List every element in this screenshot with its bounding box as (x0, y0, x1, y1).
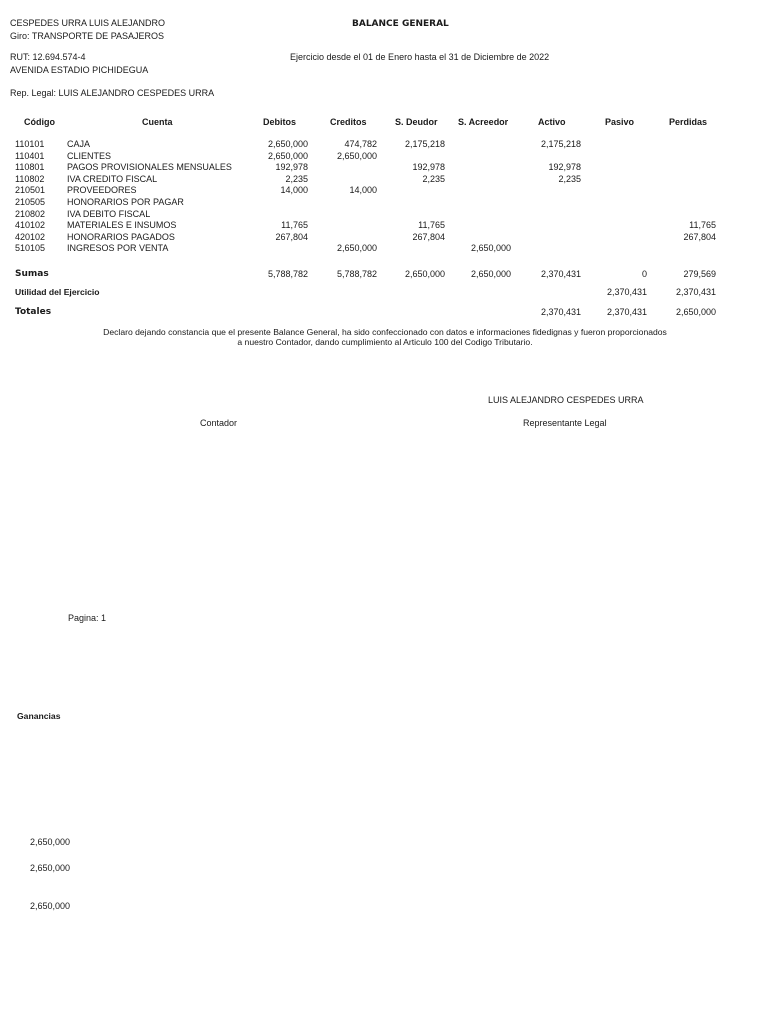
table-row (0, 185, 768, 196)
cell-codigo: 110802 (15, 173, 45, 184)
rep-name: LUIS ALEJANDRO CESPEDES URRA (488, 395, 644, 405)
sumas-deudor: 2,650,000 (404, 269, 445, 279)
cell-debitos: 2,650,000 (267, 150, 308, 161)
sumas-creditos: 5,788,782 (336, 269, 377, 279)
col-codigo: Código (24, 117, 55, 127)
sumas-label: Sumas (15, 269, 49, 279)
table-row (0, 162, 768, 173)
cell-codigo: 110401 (15, 150, 45, 161)
utilidad-perdidas: 2,370,431 (675, 287, 716, 297)
cell-s-deudor: 192,978 (412, 162, 445, 173)
giro: Giro: TRANSPORTE DE PASAJEROS (10, 31, 165, 41)
table-row (0, 232, 768, 243)
cell-debitos: 11,765 (281, 220, 308, 231)
ganancias-value: 2,650,000 (30, 863, 71, 873)
cell-creditos: 474,782 (344, 139, 377, 149)
cell-codigo: 210505 (15, 197, 46, 207)
sumas-debitos: 5,788,782 (267, 269, 308, 279)
cell-cuenta: PROVEEDORES (67, 185, 137, 196)
cell-s-deudor: 2,175,218 (404, 139, 445, 149)
address: AVENIDA ESTADIO PICHIDEGUA (10, 65, 149, 75)
cell-cuenta: HONORARIOS POR PAGAR (67, 197, 184, 207)
ganancias-value: 2,650,000 (30, 901, 71, 911)
table-row (0, 197, 768, 208)
cell-cuenta: PAGOS PROVISIONALES MENSUALES (67, 162, 232, 173)
col-perdidas: Perdidas (669, 117, 708, 127)
sumas-activo: 2,370,431 (540, 269, 581, 279)
sumas-row (0, 269, 768, 280)
cell-debitos: 2,235 (285, 173, 308, 184)
totales-label: Totales (15, 307, 52, 317)
cell-codigo: 510105 (15, 243, 46, 254)
table-row (0, 220, 768, 231)
totales-perdidas: 2,650,000 (675, 307, 716, 317)
cell-creditos: 2,650,000 (336, 243, 377, 254)
cell-codigo: 210501 (15, 185, 46, 196)
cell-cuenta: IVA DEBITO FISCAL (67, 208, 151, 219)
sumas-pasivo: 0 (641, 269, 647, 279)
totales-activo: 2,370,431 (540, 307, 581, 317)
rep-legal-label: Representante Legal (523, 418, 607, 428)
col-cuenta: Cuenta (142, 117, 173, 127)
declaration-line-2: a nuestro Contador, dando cumplimiento al Articulo 100 del Codigo Tributario. (237, 336, 533, 347)
cell-debitos: 14,000 (280, 185, 308, 196)
period: Ejercicio desde el 01 de Enero hasta el 31 de Diciembre de 2022 (290, 52, 550, 62)
cell-s-deudor: 11,765 (418, 220, 445, 231)
cell-s-deudor: 2,235 (422, 173, 445, 184)
cell-codigo: 410102 (15, 220, 46, 231)
cell-codigo: 420102 (15, 231, 46, 242)
cell-cuenta: MATERIALES E INSUMOS (67, 220, 177, 231)
sumas-acreedor: 2,650,000 (470, 269, 511, 279)
cell-cuenta: CAJA (67, 139, 91, 149)
cell-debitos: 192,978 (275, 162, 308, 173)
rep-legal: Rep. Legal: LUIS ALEJANDRO CESPEDES URRA (10, 88, 215, 98)
sumas-perdidas: 279,569 (683, 269, 716, 279)
rut: RUT: 12.694.574-4 (10, 52, 86, 62)
contador-label: Contador (200, 418, 238, 428)
col-pasivo: Pasivo (605, 117, 635, 127)
totales-pasivo: 2,370,431 (606, 307, 647, 317)
table-row (0, 139, 768, 150)
cell-activo: 192,978 (548, 162, 581, 173)
cell-cuenta: INGRESOS POR VENTA (67, 243, 169, 254)
declaration (60, 328, 710, 347)
cell-codigo: 210802 (15, 208, 46, 219)
ganancias-value: 2,650,000 (30, 837, 71, 847)
table-row (0, 151, 768, 162)
col-debitos: Debitos (263, 117, 297, 127)
table-header (0, 117, 768, 128)
cell-cuenta: HONORARIOS PAGADOS (67, 231, 175, 242)
declaration-line-1: Declaro dejando constancia que el presente Balance General, ha sido confeccionado con datos e informaciones fidedignas y fueron proporcionados (103, 327, 667, 337)
table-row (0, 243, 768, 254)
cell-cuenta: CLIENTES (67, 150, 112, 161)
col-s-acreedor: S. Acreedor (458, 117, 509, 127)
cell-activo: 2,235 (558, 173, 581, 184)
page-number: Pagina: 1 (68, 613, 107, 623)
cell-debitos: 2,650,000 (267, 139, 308, 149)
company-name: CESPEDES URRA LUIS ALEJANDRO (10, 18, 166, 28)
col-s-deudor: S. Deudor (395, 117, 438, 127)
document-title: BALANCE GENERAL (352, 19, 449, 29)
cell-creditos: 14,000 (349, 185, 377, 196)
totales-row (0, 307, 768, 318)
table-row (0, 174, 768, 185)
table-row (0, 209, 768, 220)
cell-s-acreedor: 2,650,000 (470, 243, 511, 254)
cell-creditos: 2,650,000 (336, 150, 377, 161)
col-activo: Activo (538, 117, 566, 127)
cell-codigo: 110801 (15, 162, 45, 173)
ganancias-label: Ganancias (17, 711, 61, 721)
cell-perdidas: 11,765 (689, 220, 716, 231)
utilidad-row (0, 287, 768, 298)
utilidad-pasivo: 2,370,431 (606, 287, 647, 297)
cell-codigo: 110101 (15, 139, 45, 149)
cell-debitos: 267,804 (275, 231, 308, 242)
cell-activo: 2,175,218 (540, 139, 581, 149)
cell-perdidas: 267,804 (683, 231, 716, 242)
utilidad-label: Utilidad del Ejercicio (15, 287, 100, 297)
cell-s-deudor: 267,804 (412, 231, 445, 242)
cell-cuenta: IVA CREDITO FISCAL (67, 173, 158, 184)
col-creditos: Creditos (330, 117, 367, 127)
